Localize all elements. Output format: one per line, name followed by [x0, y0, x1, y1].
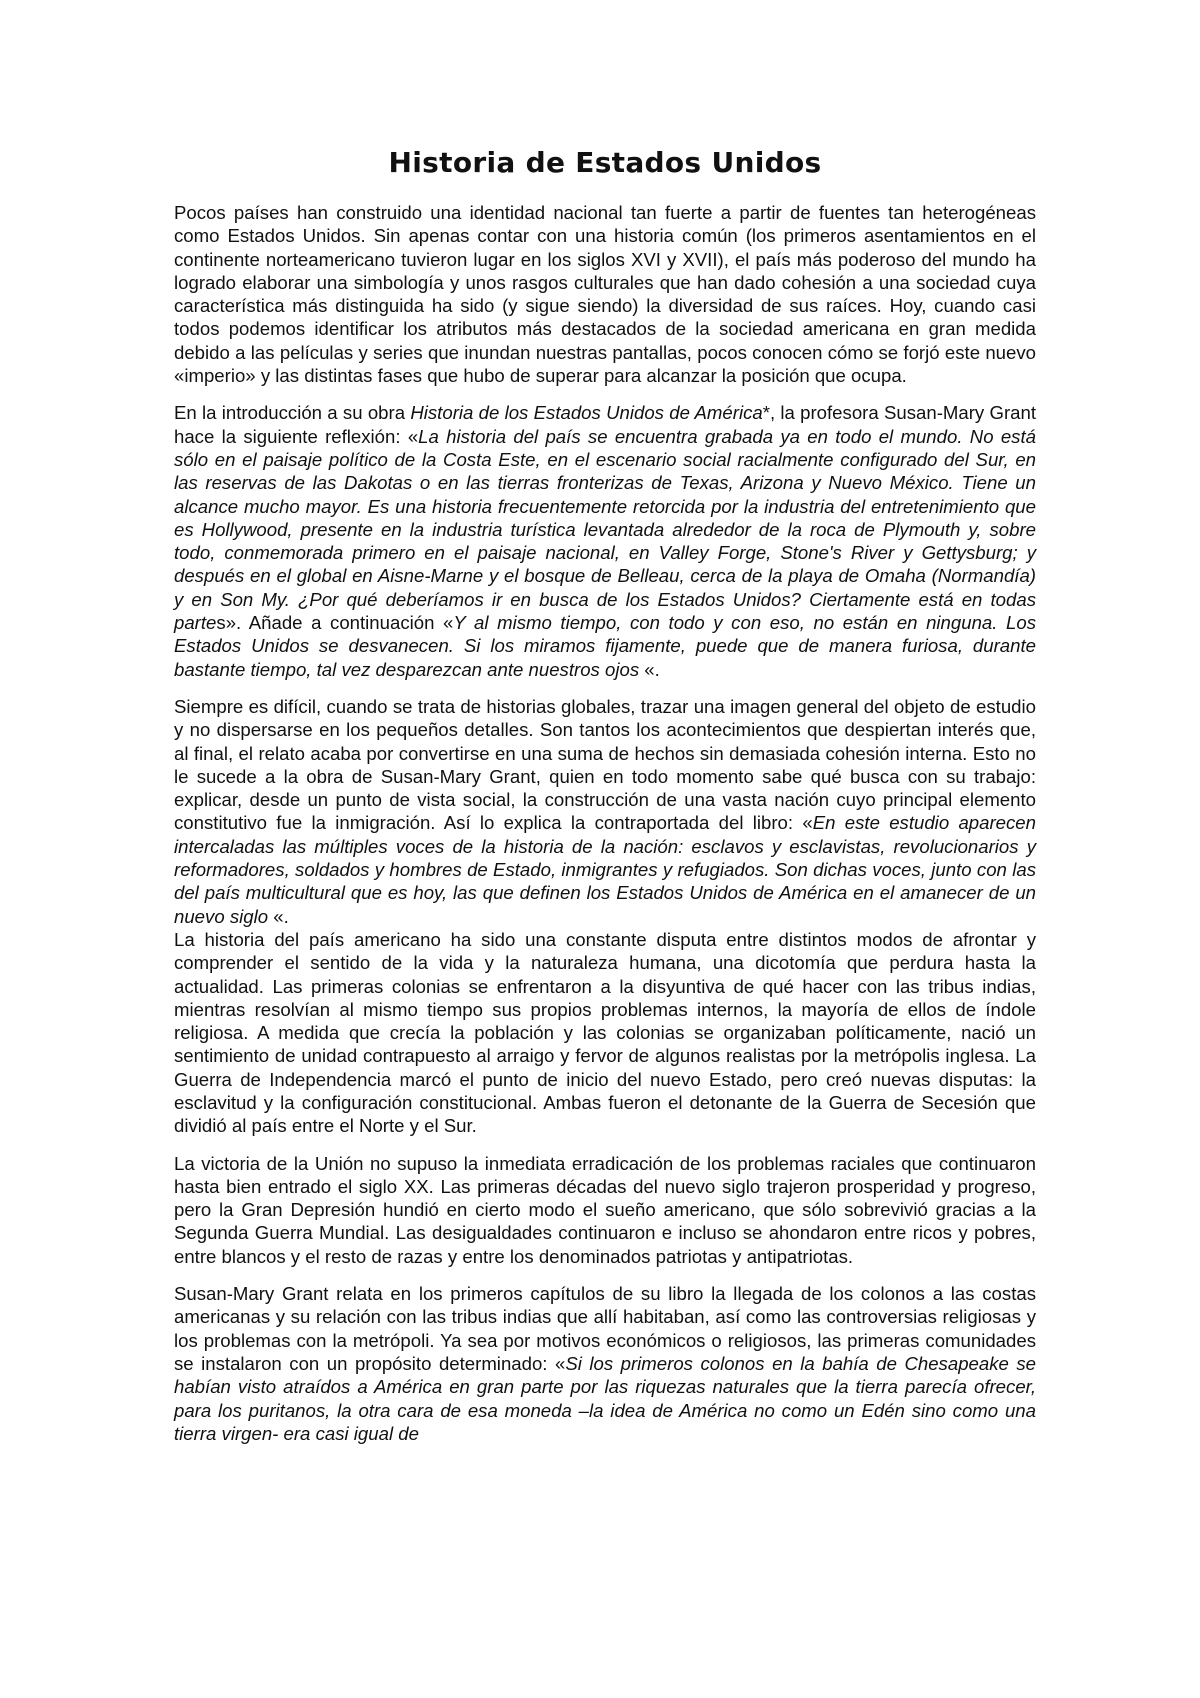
paragraph-text: *, la profesora Susan-Mary Grant hace la siguiente reflexión: « [174, 402, 1036, 447]
paragraph-text: «. [644, 658, 660, 680]
italic-quote-text: Si los primeros colonos en la bahía de Chesapeake se habían visto atraídos a América en gran parte por las riquezas naturales que la tierra parecía ofrecer, para los puritanos, la otra cara de esa moneda –la idea de América no como un Edén sino como una tierra virgen- era casi igual de [174, 1352, 1037, 1444]
paragraph-3 [174, 695, 1036, 928]
paragraph-text: La victoria de la Unión no supuso la inmediata erradicación de los problemas raciales que continuaron hasta bien entrado el siglo XX. Las primeras décadas del nuevo siglo trajeron prosperidad y progreso, pero la Gran Depresión hundió en cierto modo el sueño americano, que sólo sobrevivió gracias a la Segunda Guerra Mundial. Las desigualdades continuaron e incluso se ahondaron entre ricos y pobres, entre blancos y el resto de razas y entre los denominados patriotas y antipatriotas. [174, 1152, 1036, 1267]
paragraph-text: Susan-Mary Grant relata en los primeros capítulos de su libro la llegada de los colonos a las costas americanas y su relación con las tribus indias que allí habitaban, así como las controversias religiosas y los problemas con la metrópoli. Ya sea por motivos económicos o religiosos, las primeras comunidades se instalaron con un propósito determinado: « [174, 1283, 1036, 1374]
paragraph-5 [174, 1152, 1036, 1268]
paragraph-text: La historia del país americano ha sido una constante disputa entre distintos modos de afrontar y comprender el sentido de la vida y la naturaleza humana, una dicotomía que perdura hasta la actualidad. Las primeras colonias se enfrentaron a la disyuntiva de qué hacer con las tribus indias, mientras resolvían al mismo tiempo sus propios problemas internos, la mayoría de ellos de índole religiosa. A medida que crecía la población y las colonias se organizaban políticamente, nació un sentimiento de unidad contrapuesto al arraigo y fervor de algunos realistas por la metrópolis inglesa. La Guerra de Independencia marcó el punto de inicio del nuevo Estado, pero creó nuevas disputas: la esclavitud y la configuración constitucional. Ambas fueron el detonante de la Guerra de Secesión que dividió al país entre el Norte y el Sur. [174, 928, 1036, 1137]
paragraph-text: s». Añade a continuación « [216, 612, 454, 634]
italic-quote-text: En este estudio aparecen intercaladas las múltiples voces de la historia de la nación: esclavos y esclavistas, revolucionarios y reformadores, soldados y hombres de Estado, inmigrantes y refugiados. Son dichas voces, junto con las del país multicultural que es hoy, las que definen los Estados Unidos de América en el amanecer de un nuevo siglo [174, 812, 1036, 927]
paragraph-text: Siempre es difícil, cuando se trata de historias globales, trazar una imagen general del objeto de estudio y no dispersarse en los pequeños detalles. Son tantos los acontecimientos que despiertan interés que, al final, el relato acaba por convertirse en una suma de hechos sin demasiada cohesión interna. Esto no le sucede a la obra de Susan-Mary Grant, quien en todo momento sabe qué busca con su trabajo: explicar, desde un punto de vista social, la construcción de una vasta nación cuyo principal elemento constitutivo fue la inmigración. Así lo explica la contraportada del libro: « [174, 695, 1036, 834]
paragraph-text: «. [273, 905, 289, 927]
paragraph-4 [174, 928, 1036, 1138]
paragraph-1 [174, 201, 1036, 387]
italic-quote-text: La historia del país se encuentra grabada ya en todo el mundo. No está sólo en el paisaje político de la Costa Este, en el escenario social racialmente configurado del Sur, en las reservas de las Dakotas o en las tierras fronterizas de Texas, Arizona y Nuevo México. Tiene un alcance mucho mayor. Es una historia frecuentemente retorcida por la industria del entretenimiento que es Hollywood, presente en la industria turística levantada alrededor de la roca de Plymouth y, sobre todo, conmemorada primero en el paisaje nacional, en Valley Forge, Stone's River y Gettysburg; y después en el global en Aisne-Marne y el bosque de Belleau, cerca de la playa de Omaha (Normandía) y en Son My. ¿Por qué deberíamos ir en busca de los Estados Unidos? Ciertamente está en todas parte [174, 425, 1036, 634]
paragraph-text: Pocos países han construido una identidad nacional tan fuerte a partir de fuentes tan heterogéneas como Estados Unidos. Sin apenas contar con una historia común (los primeros asentamientos en el continente norteamericano tuvieron lugar en los siglos XVI y XVII), el país más poderoso del mundo ha logrado elaborar una simbología y unos rasgos culturales que han dado cohesión a una sociedad cuya característica más distinguida ha sido (y sigue siendo) la diversidad de sus raíces. Hoy, cuando casi todos podemos identificar los atributos más destacados de la sociedad americana en gran medida debido a las películas y series que inundan nuestras pantallas, pocos conocen cómo se forjó este nuevo «imperio» y las distintas fases que hubo de superar para alcanzar la posición que ocupa. [174, 202, 1036, 387]
paragraph-text: En la introducción a su obra [174, 402, 411, 424]
paragraph-6 [174, 1282, 1036, 1445]
document-page [174, 146, 1036, 1459]
paragraph-2 [174, 401, 1036, 681]
document-title: Historia de Estados Unidos [388, 146, 822, 179]
italic-quote-text: Y al mismo tiempo, con todo y con eso, no están en ninguna. Los Estados Unidos se desvanecen. Si los miramos fijamente, puede que de manera furiosa, durante bastante tiempo, tal vez desparezcan ante nuestros ojos [174, 612, 1036, 680]
italic-quote-text: Historia de los Estados Unidos de América [410, 402, 763, 424]
